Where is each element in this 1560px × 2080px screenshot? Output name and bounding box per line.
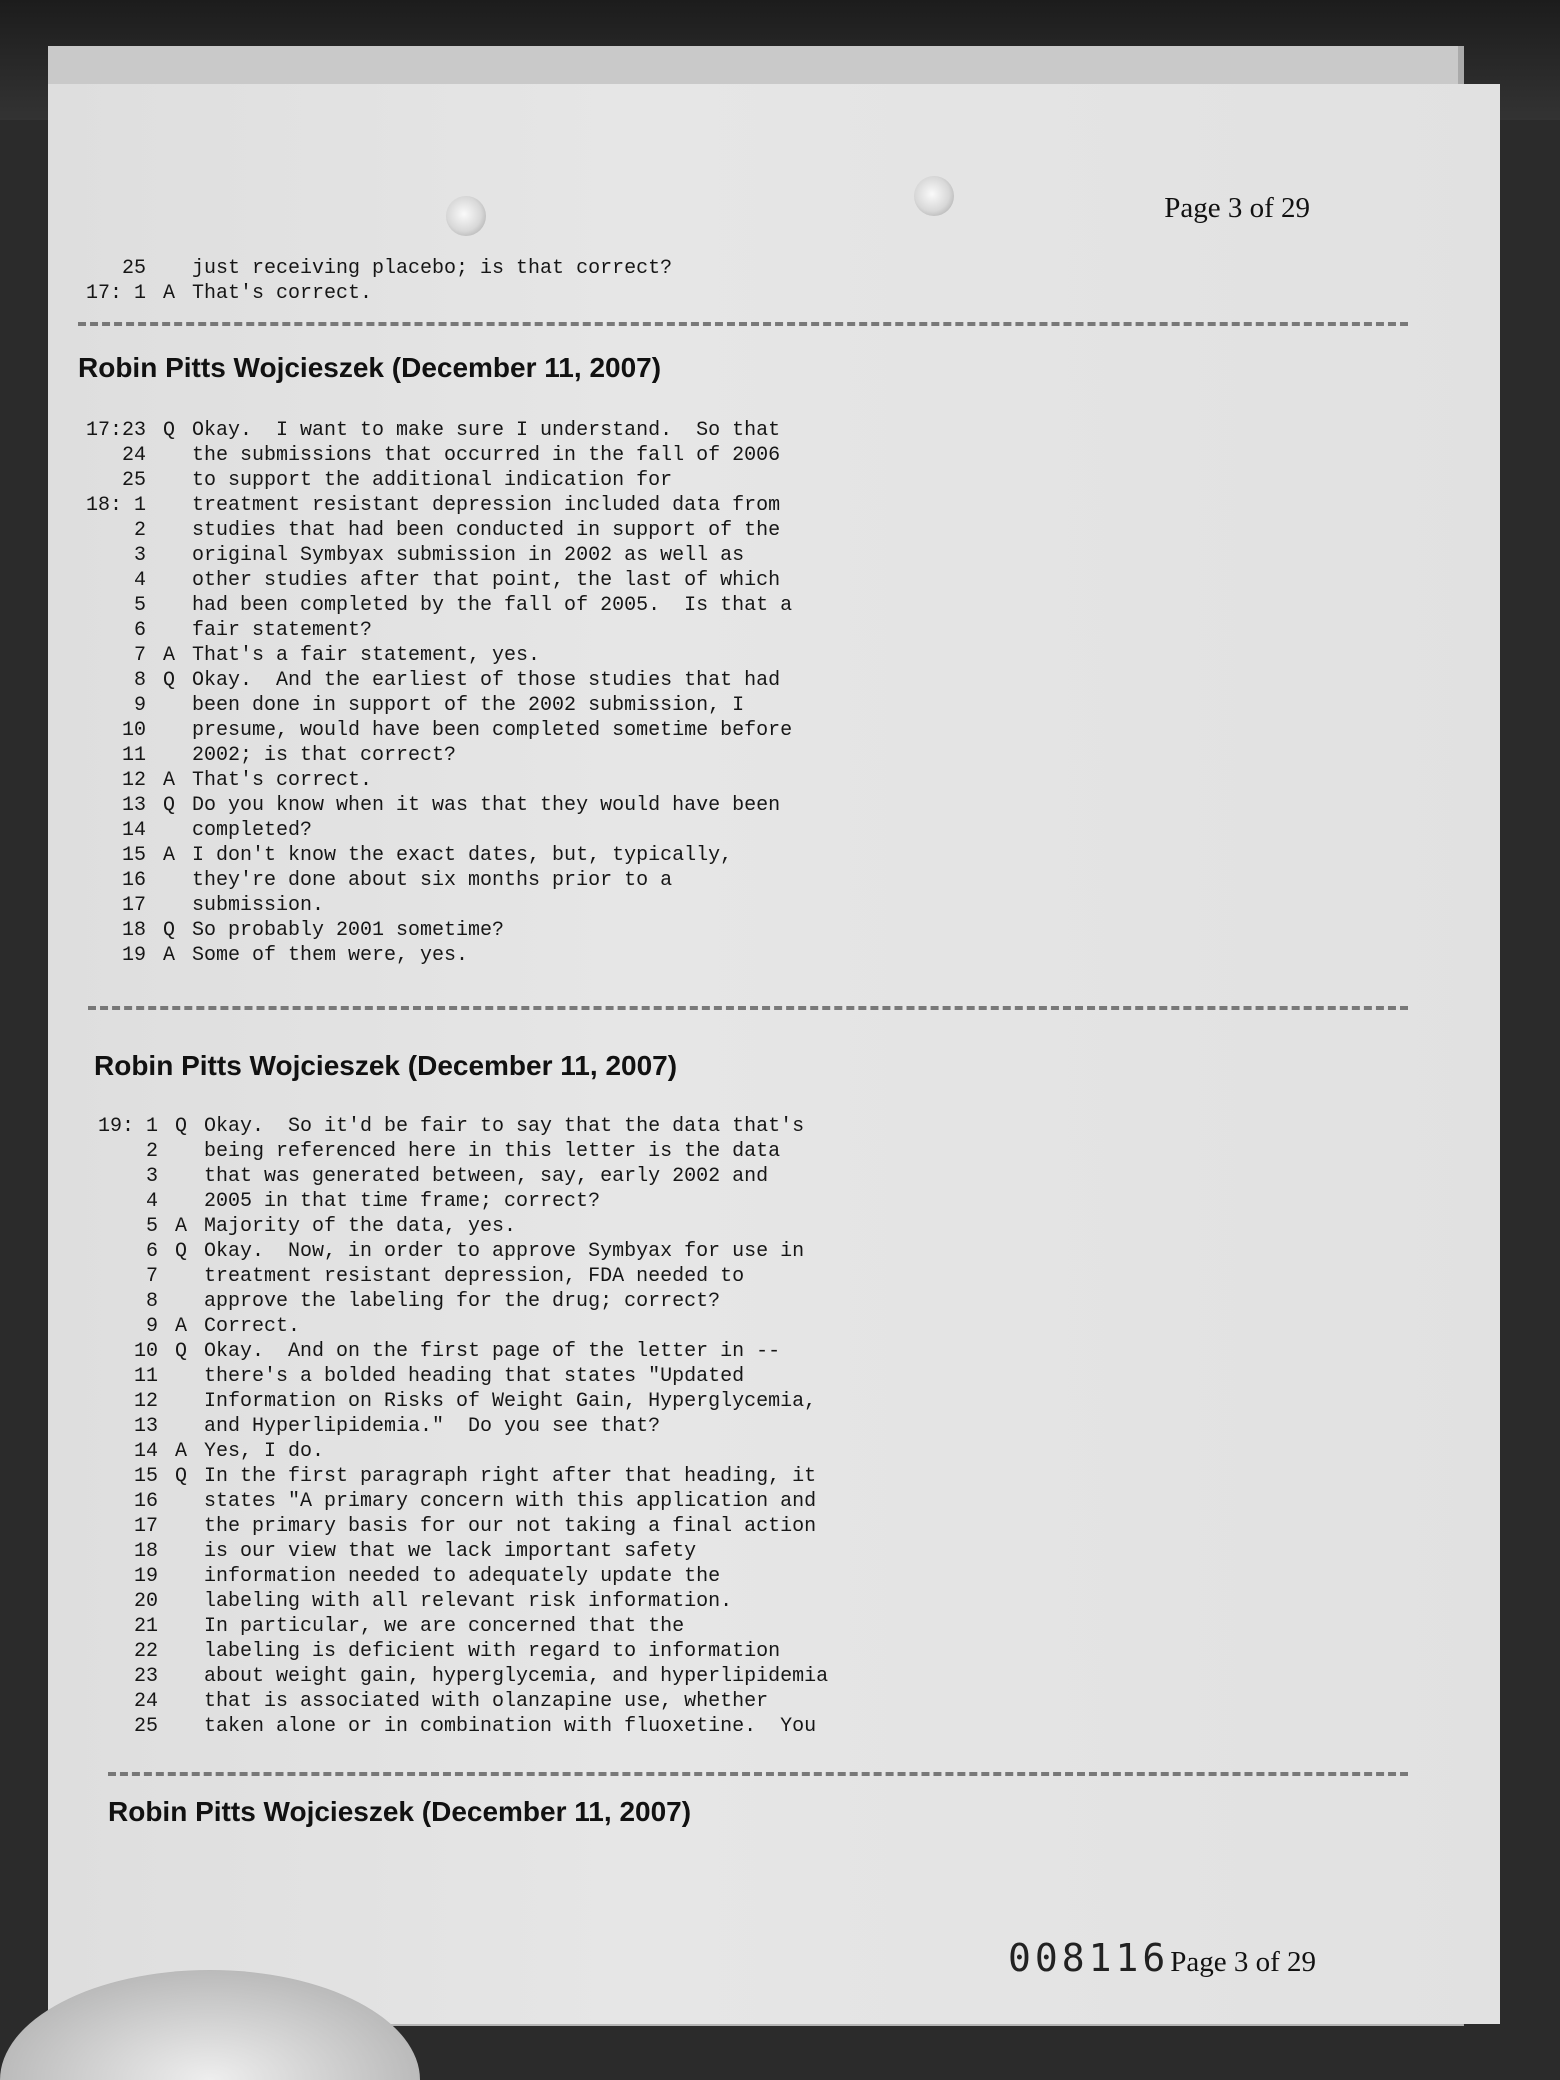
transcript-line (70, 1414, 828, 1439)
transcript-line (58, 818, 792, 843)
transcript-line (70, 1464, 828, 1489)
speaker-marker (158, 1289, 204, 1314)
section-divider (78, 322, 1408, 326)
transcript-line (70, 1639, 828, 1664)
speaker-marker: Q (162, 669, 175, 692)
line-text: Majority of the data, yes. (204, 1215, 517, 1238)
line-text: approve the labeling for the drug; correct? (204, 1290, 721, 1313)
speaker-marker (146, 468, 192, 493)
line-number: 21 (133, 1615, 158, 1638)
line-number: 18: 1 (85, 494, 146, 517)
line-number: 17:23 (85, 419, 146, 442)
speaker-marker: Q (162, 794, 175, 817)
line-number: 14 (133, 1440, 158, 1463)
line-text: had been completed by the fall of 2005. Is that a (192, 594, 793, 617)
speaker-marker: Q (174, 1465, 187, 1488)
line-text: presume, would have been completed sometime before (192, 719, 793, 742)
line-number: 13 (133, 1415, 158, 1438)
speaker-marker (146, 256, 192, 281)
speaker-marker (146, 818, 192, 843)
section-heading: Robin Pitts Wojcieszek (December 11, 2007) (78, 352, 662, 383)
speaker-marker (158, 1364, 204, 1389)
speaker-marker (158, 1139, 204, 1164)
speaker-marker (158, 1189, 204, 1214)
transcript-line (70, 1314, 828, 1339)
transcript-line (58, 793, 792, 818)
line-number: 16 (121, 869, 146, 892)
line-number: 5 (145, 1215, 158, 1238)
transcript-line (70, 1489, 828, 1514)
line-number: 8 (145, 1290, 158, 1313)
speaker-marker (146, 518, 192, 543)
transcript-line (70, 1664, 828, 1689)
line-text: Some of them were, yes. (192, 944, 469, 967)
section-divider (88, 1006, 1408, 1010)
line-number: 9 (145, 1315, 158, 1338)
speaker-marker (146, 568, 192, 593)
speaker-marker (158, 1589, 204, 1614)
line-number: 12 (121, 769, 146, 792)
transcript-line (58, 281, 672, 306)
line-text: original Symbyax submission in 2002 as well as (192, 544, 745, 567)
line-text: 2002; is that correct? (192, 744, 457, 767)
transcript-line (58, 943, 792, 968)
transcript-line (70, 1614, 828, 1639)
line-text: treatment resistant depression included data from (192, 494, 781, 517)
transcript-line (70, 1589, 828, 1614)
line-number: 12 (133, 1390, 158, 1413)
transcript-line (58, 868, 792, 893)
line-number: 10 (121, 719, 146, 742)
line-text: That's correct. (192, 282, 373, 305)
line-number: 25 (133, 1715, 158, 1738)
speaker-marker (158, 1264, 204, 1289)
transcript-line (70, 1714, 828, 1739)
line-number: 17 (133, 1515, 158, 1538)
speaker-marker (146, 443, 192, 468)
transcript-line (58, 468, 792, 493)
transcript-line (58, 668, 792, 693)
line-text: So probably 2001 sometime? (192, 919, 505, 942)
speaker-marker: A (162, 282, 175, 305)
line-number: 24 (121, 444, 146, 467)
line-text: I don't know the exact dates, but, typically, (192, 844, 733, 867)
punch-hole-icon (914, 176, 954, 216)
speaker-marker: A (162, 844, 175, 867)
transcript-line (70, 1689, 828, 1714)
line-text: that is associated with olanzapine use, whether (204, 1690, 769, 1713)
line-text: Okay. And the earliest of those studies that had (192, 669, 781, 692)
transcript-line (70, 1539, 828, 1564)
section-divider (108, 1772, 1408, 1776)
speaker-marker (158, 1639, 204, 1664)
line-text: there's a bolded heading that states "Updated (204, 1365, 745, 1388)
line-text: submission. (192, 894, 325, 917)
line-text: been done in support of the 2002 submission, I (192, 694, 745, 717)
document-page (48, 84, 1500, 2024)
transcript-line (58, 893, 792, 918)
speaker-marker (158, 1164, 204, 1189)
line-text: Okay. So it'd be fair to say that the data that's (204, 1115, 805, 1138)
line-number: 22 (133, 1640, 158, 1663)
line-text: In the first paragraph right after that heading, it (204, 1465, 817, 1488)
transcript-line (70, 1289, 828, 1314)
transcript-line (58, 743, 792, 768)
line-number: 4 (145, 1190, 158, 1213)
line-text: taken alone or in combination with fluoxetine. You (204, 1715, 817, 1738)
line-number: 17: 1 (85, 282, 146, 305)
line-number: 15 (133, 1465, 158, 1488)
line-number: 15 (121, 844, 146, 867)
speaker-marker (158, 1564, 204, 1589)
speaker-marker: A (174, 1215, 187, 1238)
line-number: 11 (133, 1365, 158, 1388)
transcript-line (70, 1214, 828, 1239)
transcript-line (70, 1264, 828, 1289)
speaker-marker (146, 718, 192, 743)
speaker-marker (158, 1539, 204, 1564)
line-number: 17 (121, 894, 146, 917)
line-number: 13 (121, 794, 146, 817)
line-number: 2 (133, 519, 146, 542)
line-number: 6 (145, 1240, 158, 1263)
speaker-marker (146, 543, 192, 568)
speaker-marker (158, 1489, 204, 1514)
section-heading: Robin Pitts Wojcieszek (December 11, 2007) (108, 1796, 692, 1827)
transcript-line (58, 693, 792, 718)
line-text: Do you know when it was that they would have been (192, 794, 781, 817)
line-number: 11 (121, 744, 146, 767)
line-number: 3 (133, 544, 146, 567)
transcript-line (70, 1239, 828, 1264)
transcript-line (58, 918, 792, 943)
line-text: just receiving placebo; is that correct? (192, 257, 673, 280)
line-number: 9 (133, 694, 146, 717)
transcript-line (58, 643, 792, 668)
transcript-line (58, 843, 792, 868)
speaker-marker: Q (162, 419, 175, 442)
transcript-line (70, 1389, 828, 1414)
line-number: 10 (133, 1340, 158, 1363)
line-number: 23 (133, 1665, 158, 1688)
line-text: states "A primary concern with this application and (204, 1490, 817, 1513)
transcript-line (58, 543, 792, 568)
line-text: labeling with all relevant risk information. (204, 1590, 733, 1613)
line-number: 16 (133, 1490, 158, 1513)
transcript-line (58, 768, 792, 793)
speaker-marker: A (162, 644, 175, 667)
speaker-marker (146, 693, 192, 718)
line-number: 25 (121, 257, 146, 280)
line-number: 2 (145, 1140, 158, 1163)
line-number: 7 (145, 1265, 158, 1288)
page-number-footer: Page 3 of 29 (1170, 1946, 1316, 1978)
speaker-marker: A (162, 944, 175, 967)
line-text: that was generated between, say, early 2002 and (204, 1165, 769, 1188)
speaker-marker (146, 743, 192, 768)
transcript-line (70, 1514, 828, 1539)
line-text: and Hyperlipidemia." Do you see that? (204, 1415, 661, 1438)
page-number-header: Page 3 of 29 (1164, 192, 1310, 224)
speaker-marker (146, 493, 192, 518)
line-text: information needed to adequately update the (204, 1565, 721, 1588)
speaker-marker (158, 1414, 204, 1439)
line-number: 25 (121, 469, 146, 492)
transcript-line (70, 1339, 828, 1364)
line-text: Yes, I do. (204, 1440, 325, 1463)
transcript-line (58, 418, 792, 443)
line-number: 14 (121, 819, 146, 842)
transcript-block-top (58, 256, 672, 306)
speaker-marker (158, 1614, 204, 1639)
line-text: Okay. And on the first page of the letter in -- (204, 1340, 781, 1363)
bates-number: 008116 (1008, 1936, 1170, 1980)
transcript-line (58, 568, 792, 593)
line-number: 18 (121, 919, 146, 942)
line-text: being referenced here in this letter is the data (204, 1140, 781, 1163)
transcript-line (70, 1189, 828, 1214)
line-text: about weight gain, hyperglycemia, and hyperlipidemia (204, 1665, 829, 1688)
transcript-line (58, 518, 792, 543)
line-number: 24 (133, 1690, 158, 1713)
speaker-marker (158, 1664, 204, 1689)
punch-hole-icon (446, 196, 486, 236)
speaker-marker (146, 618, 192, 643)
line-number: 4 (133, 569, 146, 592)
speaker-marker (146, 593, 192, 618)
line-text: Okay. I want to make sure I understand. So that (192, 419, 781, 442)
transcript-line (70, 1364, 828, 1389)
paper-stack (48, 46, 1464, 2026)
speaker-marker (146, 893, 192, 918)
line-number: 7 (133, 644, 146, 667)
speaker-marker: Q (162, 919, 175, 942)
speaker-marker: A (174, 1440, 187, 1463)
section-heading: Robin Pitts Wojcieszek (December 11, 2007) (94, 1050, 678, 1081)
line-text: the submissions that occurred in the fall of 2006 (192, 444, 781, 467)
line-number: 20 (133, 1590, 158, 1613)
transcript-line (58, 593, 792, 618)
speaker-marker (158, 1389, 204, 1414)
transcript-line (58, 618, 792, 643)
speaker-marker: Q (174, 1340, 187, 1363)
speaker-marker (158, 1514, 204, 1539)
speaker-marker: Q (174, 1115, 187, 1138)
line-text: That's a fair statement, yes. (192, 644, 541, 667)
line-text: Okay. Now, in order to approve Symbyax for use in (204, 1240, 805, 1263)
speaker-marker: A (174, 1315, 187, 1338)
line-text: to support the additional indication for (192, 469, 673, 492)
line-number: 6 (133, 619, 146, 642)
line-number: 19 (121, 944, 146, 967)
line-text: Correct. (204, 1315, 301, 1338)
speaker-marker (146, 868, 192, 893)
line-text: treatment resistant depression, FDA needed to (204, 1265, 745, 1288)
line-text: is our view that we lack important safety (204, 1540, 697, 1563)
line-text: Information on Risks of Weight Gain, Hyperglycemia, (204, 1390, 817, 1413)
transcript-block (70, 1114, 828, 1739)
line-number: 8 (133, 669, 146, 692)
transcript-line (70, 1139, 828, 1164)
line-number: 19 (133, 1565, 158, 1588)
transcript-line (70, 1114, 828, 1139)
speaker-marker (158, 1689, 204, 1714)
line-text: That's correct. (192, 769, 373, 792)
speaker-marker: Q (174, 1240, 187, 1263)
line-number: 18 (133, 1540, 158, 1563)
line-text: 2005 in that time frame; correct? (204, 1190, 601, 1213)
transcript-line (70, 1164, 828, 1189)
transcript-line (70, 1564, 828, 1589)
transcript-line (58, 493, 792, 518)
line-text: other studies after that point, the last of which (192, 569, 781, 592)
transcript-block (58, 418, 792, 968)
transcript-line (58, 718, 792, 743)
line-number: 19: 1 (97, 1115, 158, 1138)
transcript-line (70, 1439, 828, 1464)
line-text: completed? (192, 819, 313, 842)
transcript-line (58, 256, 672, 281)
line-text: labeling is deficient with regard to information (204, 1640, 781, 1663)
line-number: 3 (145, 1165, 158, 1188)
transcript-line (58, 443, 792, 468)
line-text: they're done about six months prior to a (192, 869, 673, 892)
line-text: fair statement? (192, 619, 373, 642)
line-number: 5 (133, 594, 146, 617)
line-text: studies that had been conducted in support of the (192, 519, 781, 542)
line-text: In particular, we are concerned that the (204, 1615, 685, 1638)
speaker-marker: A (162, 769, 175, 792)
speaker-marker (158, 1714, 204, 1739)
line-text: the primary basis for our not taking a final action (204, 1515, 817, 1538)
